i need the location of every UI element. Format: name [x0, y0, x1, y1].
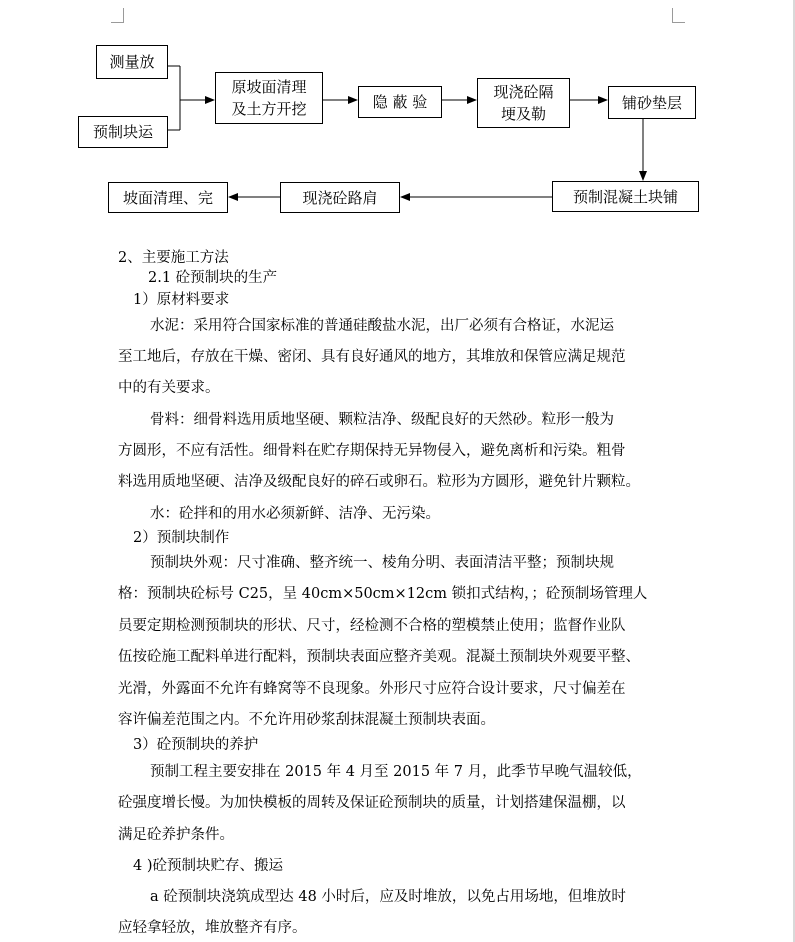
paragraph-curing-line-1: 预制工程主要安排在 2015 年 4 月至 2015 年 7 月，此季节早晚气温较低，	[150, 764, 642, 780]
flow-box-cast-shoulder: 现浇砼路肩	[280, 182, 400, 213]
paragraph-production-line-3: 员要定期检测预制块的形状、尺寸，经检测不合格的塑模禁止使用；监督作业队	[118, 618, 626, 634]
paragraph-cement-line-1: 水泥：采用符合国家标准的普通硅酸盐水泥，出厂必须有合格证，水泥运	[150, 318, 614, 334]
paragraph-aggregate-line-2: 方圆形，不应有活性。细骨料在贮存期保持无异物侵入，避免离析和污染。粗骨	[118, 443, 626, 459]
paragraph-cement-line-3: 中的有关要求。	[118, 380, 220, 396]
item-heading-production: 2）预制块制作	[133, 530, 230, 546]
paragraph-aggregate-line-3: 料选用质地坚硬、洁净及级配良好的碎石或卵石。粒形为方圆形，避免针片颗粒。	[118, 474, 640, 490]
flow-box-slope-finish: 坡面清理、完	[108, 182, 228, 213]
paragraph-production-line-4: 伍按砼施工配料单进行配料，预制块表面应整齐美观。混凝土预制块外观要平整、	[118, 649, 640, 665]
flow-box-sand-cushion: 铺砂垫层	[608, 86, 696, 119]
paragraph-production-line-2: 格：预制块砼标号 C25，呈 40cm×50cm×12cm 锁扣式结构，；砼预制场管理人	[118, 586, 648, 602]
paragraph-production-line-6: 容许偏差范围之内。不允许用砂浆刮抹混凝土预制块表面。	[118, 712, 495, 728]
paragraph-aggregate-line-1: 骨料：细骨料选用质地坚硬、颗粒洁净、级配良好的天然砂。粒形一般为	[150, 412, 614, 428]
flow-box-cast-separator: 现浇砼隔 埂及勒	[477, 78, 570, 128]
paragraph-curing-line-2: 砼强度增长慢。为加快模板的周转及保证砼预制块的质量，计划搭建保温棚，以	[118, 795, 626, 811]
paragraph-production-line-1: 预制块外观：尺寸准确、整齐统一、棱角分明、表面清洁平整；预制块规	[150, 555, 614, 571]
item-heading-curing: 3）砼预制块的养护	[133, 737, 259, 753]
paragraph-water: 水：砼拌和的用水必须新鲜、洁净、无污染。	[150, 506, 440, 522]
flow-box-concealed-inspection: 隐 蔽 验	[358, 86, 442, 118]
flow-box-slope-cleaning: 原坡面清理 及土方开挖	[215, 72, 323, 124]
paragraph-cement-line-2: 至工地后，存放在干燥、密闭、具有良好通风的地方，其堆放和保管应满足规范	[118, 349, 626, 365]
paragraph-storage-line-2: 应轻拿轻放，堆放整齐有序。	[118, 920, 307, 936]
item-heading-raw-materials: 1）原材料要求	[133, 292, 230, 308]
paragraph-curing-line-3: 满足砼养护条件。	[118, 827, 234, 843]
flow-box-precast-transport: 预制块运	[78, 116, 168, 148]
subsection-heading-production: 2.1 砼预制块的生产	[148, 270, 278, 286]
paragraph-storage-line-1: a 砼预制块浇筑成型达 48 小时后，应及时堆放，以免占用场地，但堆放时	[150, 889, 626, 905]
flow-box-precast-paving: 预制混凝土块铺	[552, 181, 699, 212]
flow-box-survey: 测量放	[96, 45, 168, 79]
item-heading-storage: 4 )砼预制块贮存、搬运	[133, 858, 283, 874]
paragraph-production-line-5: 光滑，外露面不允许有蜂窝等不良现象。外形尺寸应符合设计要求，尺寸偏差在	[118, 681, 626, 697]
section-heading-methods: 2、主要施工方法	[118, 250, 229, 266]
